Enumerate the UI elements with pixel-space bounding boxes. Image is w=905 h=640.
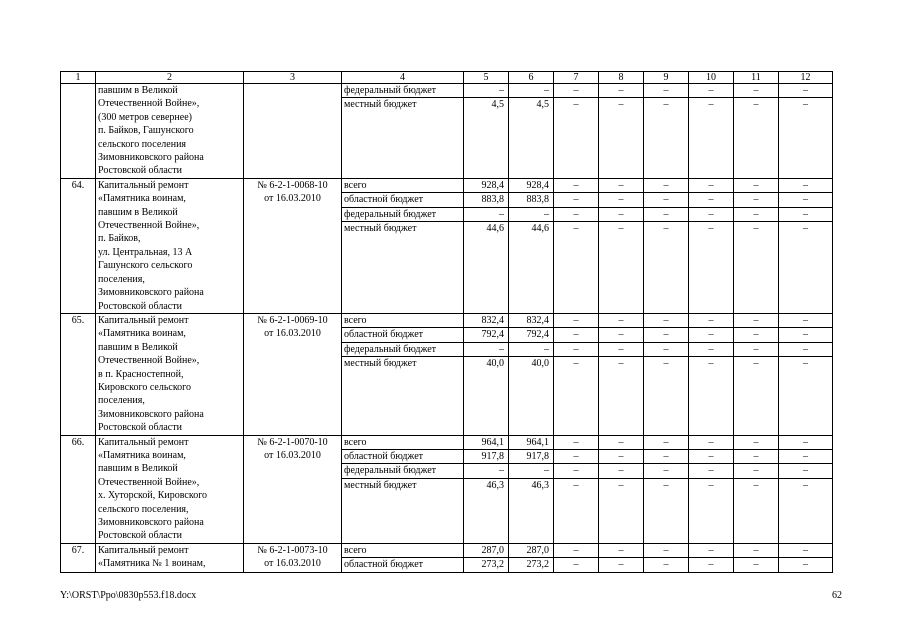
funding-source: федеральный бюджет — [342, 208, 463, 222]
dash-value: – — [554, 314, 598, 328]
document-line: от 16.03.2010 — [264, 558, 321, 570]
dash-value: – — [644, 84, 688, 98]
dash-value: – — [644, 343, 688, 357]
object-name-line: Ростовской области — [98, 300, 182, 312]
dash-value: – — [803, 479, 808, 491]
object-name-line: «Памятника воинам, — [98, 328, 186, 340]
document-number — [244, 84, 342, 179]
object-name-line: Зимовниковского района — [98, 517, 204, 528]
funding-sources — [342, 84, 464, 179]
funding-source: федеральный бюджет — [342, 464, 463, 478]
object-name-line: Зимовниковского района — [98, 152, 204, 164]
amount-c6 — [509, 543, 554, 572]
amount-value: 964,1 — [509, 436, 553, 450]
budget-table — [60, 71, 833, 573]
funding-source: местный бюджет — [344, 99, 417, 111]
amount-value: – — [509, 343, 553, 357]
dash-value: – — [573, 223, 579, 235]
dash-value: – — [599, 450, 643, 464]
object-name-line: Ростовской области — [98, 530, 182, 542]
amount-value: 44,6 — [486, 223, 504, 235]
header-cell-5: 5 — [464, 72, 509, 84]
dash-value: – — [753, 99, 759, 111]
object-name-line: сельского поселения — [98, 138, 187, 150]
funding-sources — [342, 435, 464, 543]
amount-value: 917,8 — [509, 450, 553, 464]
dash-value: – — [644, 450, 688, 464]
amount-value: 4,5 — [491, 99, 504, 111]
column-12 — [779, 435, 833, 543]
dash-value: – — [618, 479, 624, 491]
amount-value: 273,2 — [481, 559, 504, 571]
column-12 — [779, 84, 833, 179]
column-8 — [599, 435, 644, 543]
object-name-line: «Памятника № 1 воинам, — [98, 558, 206, 570]
dash-value: – — [554, 450, 598, 464]
dash-value: – — [644, 193, 688, 207]
funding-source: областной бюджет — [342, 193, 463, 207]
header-cell-1: 1 — [61, 72, 96, 84]
amount-value: – — [464, 84, 508, 98]
dash-value: – — [618, 99, 624, 111]
dash-value: – — [554, 179, 598, 193]
amount-value: – — [464, 464, 508, 478]
column-7 — [554, 84, 599, 179]
amount-value: 44,6 — [531, 223, 549, 235]
amount-value: – — [509, 208, 553, 222]
object-name — [96, 435, 244, 543]
object-name-line: поселения, — [98, 395, 145, 407]
dash-value: – — [753, 223, 759, 235]
header-cell-9: 9 — [644, 72, 689, 84]
dash-value: – — [708, 223, 714, 235]
amount-c5 — [464, 435, 509, 543]
dash-value: – — [689, 179, 733, 193]
header-cell-7: 7 — [554, 72, 599, 84]
object-name — [96, 84, 244, 179]
dash-value: – — [734, 464, 778, 478]
dash-value: – — [618, 559, 624, 571]
dash-value: – — [779, 464, 832, 478]
dash-value: – — [644, 208, 688, 222]
dash-value: – — [734, 179, 778, 193]
dash-value: – — [734, 84, 778, 98]
dash-value: – — [644, 179, 688, 193]
dash-value: – — [554, 436, 598, 450]
dash-value: – — [708, 358, 714, 370]
object-name — [96, 313, 244, 435]
dash-value: – — [734, 544, 778, 558]
dash-value: – — [573, 99, 579, 111]
dash-value: – — [779, 544, 832, 558]
amount-value: – — [509, 84, 553, 98]
funding-source: всего — [342, 436, 463, 450]
funding-sources — [342, 178, 464, 313]
dash-value: – — [689, 84, 733, 98]
row-number: 66. — [61, 435, 96, 543]
document-number — [244, 178, 342, 313]
dash-value: – — [779, 343, 832, 357]
document-line: от 16.03.2010 — [264, 449, 321, 461]
column-8 — [599, 84, 644, 179]
amount-value: 287,0 — [464, 544, 508, 558]
object-name-line: Зимовниковского района — [98, 287, 204, 299]
funding-sources — [342, 313, 464, 435]
column-9 — [644, 313, 689, 435]
column-7 — [554, 178, 599, 313]
dash-value: – — [734, 314, 778, 328]
document-line: № 6-2-1-0068-10 — [257, 179, 328, 191]
amount-value: 273,2 — [526, 559, 549, 571]
funding-source: федеральный бюджет — [342, 343, 463, 357]
amount-value: 46,3 — [531, 479, 549, 491]
page-number: 62 — [832, 590, 842, 601]
column-9 — [644, 84, 689, 179]
amount-c6 — [509, 435, 554, 543]
column-11 — [734, 543, 779, 572]
dash-value: – — [599, 314, 643, 328]
column-10 — [689, 435, 734, 543]
amount-value: 792,4 — [464, 328, 508, 342]
dash-value: – — [779, 436, 832, 450]
document-line: № 6-2-1-0070-10 — [257, 436, 328, 448]
table-header-row — [61, 72, 833, 84]
dash-value: – — [554, 464, 598, 478]
dash-value: – — [599, 84, 643, 98]
row-number: 67. — [61, 543, 96, 572]
column-9 — [644, 178, 689, 313]
header-cell-10: 10 — [689, 72, 734, 84]
object-name-line: павшим в Великой — [98, 85, 178, 96]
amount-c5 — [464, 178, 509, 313]
dash-value: – — [663, 559, 669, 571]
header-cell-12: 12 — [779, 72, 833, 84]
document-number — [244, 313, 342, 435]
object-name-line: Кировского сельского — [98, 381, 192, 393]
object-name-line: Отечественной Войне», — [98, 98, 200, 110]
object-name-line: сельского поселения, — [98, 503, 189, 515]
dash-value: – — [599, 208, 643, 222]
row-number: 65. — [61, 313, 96, 435]
dash-value: – — [803, 223, 808, 235]
amount-value: 928,4 — [464, 179, 508, 193]
funding-source: всего — [342, 179, 463, 193]
object-name-line: Зимовниковского района — [98, 408, 204, 420]
column-11 — [734, 435, 779, 543]
object-name-line: Капитальный ремонт — [98, 314, 189, 326]
column-7 — [554, 543, 599, 572]
amount-c6 — [509, 313, 554, 435]
amount-value: 40,0 — [486, 358, 504, 370]
dash-value: – — [689, 193, 733, 207]
column-11 — [734, 313, 779, 435]
funding-source: областной бюджет — [342, 450, 463, 464]
dash-value: – — [599, 544, 643, 558]
object-name-line: Гашунского сельского — [98, 260, 193, 272]
row-number — [61, 84, 96, 179]
object-name-line: Капитальный ремонт — [98, 436, 189, 448]
dash-value: – — [618, 358, 624, 370]
amount-value: 928,4 — [509, 179, 553, 193]
object-name-line: в п. Красностепной, — [98, 368, 184, 380]
object-name — [96, 178, 244, 313]
column-10 — [689, 543, 734, 572]
funding-source: местный бюджет — [344, 223, 417, 235]
object-name-line: «Памятника воинам, — [98, 193, 186, 205]
dash-value: – — [554, 84, 598, 98]
header-cell-4: 4 — [342, 72, 464, 84]
dash-value: – — [734, 328, 778, 342]
dash-value: – — [644, 464, 688, 478]
object-name-line: п. Байков, Гашунского — [98, 125, 194, 137]
column-12 — [779, 178, 833, 313]
column-10 — [689, 178, 734, 313]
dash-value: – — [779, 179, 832, 193]
dash-value: – — [554, 193, 598, 207]
amount-value: 917,8 — [464, 450, 508, 464]
dash-value: – — [734, 343, 778, 357]
funding-source: местный бюджет — [344, 479, 417, 491]
amount-value: 883,8 — [464, 193, 508, 207]
dash-value: – — [689, 544, 733, 558]
dash-value: – — [689, 464, 733, 478]
funding-source: всего — [342, 314, 463, 328]
dash-value: – — [599, 328, 643, 342]
dash-value: – — [779, 193, 832, 207]
dash-value: – — [644, 436, 688, 450]
dash-value: – — [644, 544, 688, 558]
object-name-line: павшим в Великой — [98, 206, 178, 218]
funding-source: областной бюджет — [344, 559, 424, 571]
dash-value: – — [779, 450, 832, 464]
dash-value: – — [689, 343, 733, 357]
amount-value: 46,3 — [486, 479, 504, 491]
dash-value: – — [779, 328, 832, 342]
dash-value: – — [734, 450, 778, 464]
dash-value: – — [663, 358, 669, 370]
dash-value: – — [708, 479, 714, 491]
object-name-line: п. Байков, — [98, 233, 141, 245]
dash-value: – — [644, 328, 688, 342]
funding-sources — [342, 543, 464, 572]
object-name-line: х. Хуторской, Кировского — [98, 490, 208, 502]
table-row — [61, 313, 833, 435]
dash-value: – — [599, 464, 643, 478]
dash-value: – — [554, 343, 598, 357]
amount-value: 792,4 — [509, 328, 553, 342]
dash-value: – — [708, 99, 714, 111]
amount-c5 — [464, 313, 509, 435]
object-name-line: Капитальный ремонт — [98, 544, 189, 556]
dash-value: – — [689, 314, 733, 328]
amount-value: – — [509, 464, 553, 478]
object-name-line: Отечественной Войне», — [98, 220, 200, 232]
dash-value: – — [803, 358, 808, 370]
dash-value: – — [599, 343, 643, 357]
dash-value: – — [689, 328, 733, 342]
dash-value: – — [618, 223, 624, 235]
object-name-line: «Памятника воинам, — [98, 449, 186, 461]
object-name — [96, 543, 244, 572]
column-12 — [779, 543, 833, 572]
dash-value: – — [663, 99, 669, 111]
header-cell-6: 6 — [509, 72, 554, 84]
dash-value: – — [573, 358, 579, 370]
dash-value: – — [779, 84, 832, 98]
table-row — [61, 178, 833, 313]
document-line: № 6-2-1-0069-10 — [257, 314, 328, 326]
dash-value: – — [753, 559, 759, 571]
dash-value: – — [573, 479, 579, 491]
dash-value: – — [779, 208, 832, 222]
object-name-line: поселения, — [98, 273, 145, 285]
dash-value: – — [753, 479, 759, 491]
funding-source: всего — [342, 544, 463, 558]
funding-source: местный бюджет — [344, 358, 417, 370]
row-number: 64. — [61, 178, 96, 313]
object-name-line: павшим в Великой — [98, 341, 178, 353]
funding-source: федеральный бюджет — [342, 84, 463, 98]
object-name-line: ул. Центральная, 13 А — [98, 246, 193, 258]
amount-c5 — [464, 84, 509, 179]
dash-value: – — [573, 559, 579, 571]
dash-value: – — [554, 544, 598, 558]
dash-value: – — [663, 479, 669, 491]
column-7 — [554, 435, 599, 543]
object-name-line: Ростовской области — [98, 165, 182, 177]
document-line: № 6-2-1-0073-10 — [257, 544, 328, 556]
amount-value: – — [464, 208, 508, 222]
header-cell-8: 8 — [599, 72, 644, 84]
amount-c6 — [509, 84, 554, 179]
amount-value: 4,5 — [536, 99, 549, 111]
amount-value: 40,0 — [531, 358, 549, 370]
column-10 — [689, 313, 734, 435]
document-number — [244, 435, 342, 543]
dash-value: – — [599, 193, 643, 207]
dash-value: – — [689, 436, 733, 450]
column-11 — [734, 178, 779, 313]
dash-value: – — [803, 559, 808, 571]
column-7 — [554, 313, 599, 435]
document-number — [244, 543, 342, 572]
object-name-line: Отечественной Войне», — [98, 476, 200, 488]
dash-value: – — [708, 559, 714, 571]
table-row — [61, 435, 833, 543]
table-row — [61, 84, 833, 179]
amount-value: 287,0 — [509, 544, 553, 558]
dash-value: – — [734, 436, 778, 450]
dash-value: – — [663, 223, 669, 235]
dash-value: – — [644, 314, 688, 328]
amount-c6 — [509, 178, 554, 313]
dash-value: – — [734, 193, 778, 207]
document-line: от 16.03.2010 — [264, 193, 321, 205]
dash-value: – — [753, 358, 759, 370]
object-name-line: Ростовской области — [98, 422, 182, 434]
table-row — [61, 543, 833, 572]
header-cell-2: 2 — [96, 72, 244, 84]
object-name-line: Капитальный ремонт — [98, 179, 189, 191]
column-9 — [644, 435, 689, 543]
object-name-line: (300 метров севернее) — [98, 111, 192, 123]
column-9 — [644, 543, 689, 572]
dash-value: – — [803, 99, 808, 111]
column-12 — [779, 313, 833, 435]
column-8 — [599, 313, 644, 435]
column-11 — [734, 84, 779, 179]
amount-value: 883,8 — [509, 193, 553, 207]
dash-value: – — [689, 208, 733, 222]
dash-value: – — [779, 314, 832, 328]
funding-source: областной бюджет — [342, 328, 463, 342]
file-path: Y:\ORST\Ppo\0830p553.f18.docx — [60, 590, 197, 601]
column-10 — [689, 84, 734, 179]
dash-value: – — [689, 450, 733, 464]
object-name-line: павшим в Великой — [98, 463, 178, 475]
dash-value: – — [599, 179, 643, 193]
header-cell-3: 3 — [244, 72, 342, 84]
amount-c5 — [464, 543, 509, 572]
amount-value: 832,4 — [509, 314, 553, 328]
column-8 — [599, 178, 644, 313]
dash-value: – — [554, 208, 598, 222]
document-line: от 16.03.2010 — [264, 328, 321, 340]
dash-value: – — [554, 328, 598, 342]
amount-value: – — [464, 343, 508, 357]
amount-value: 832,4 — [464, 314, 508, 328]
object-name-line: Отечественной Войне», — [98, 355, 200, 367]
amount-value: 964,1 — [464, 436, 508, 450]
dash-value: – — [734, 208, 778, 222]
header-cell-11: 11 — [734, 72, 779, 84]
dash-value: – — [599, 436, 643, 450]
column-8 — [599, 543, 644, 572]
